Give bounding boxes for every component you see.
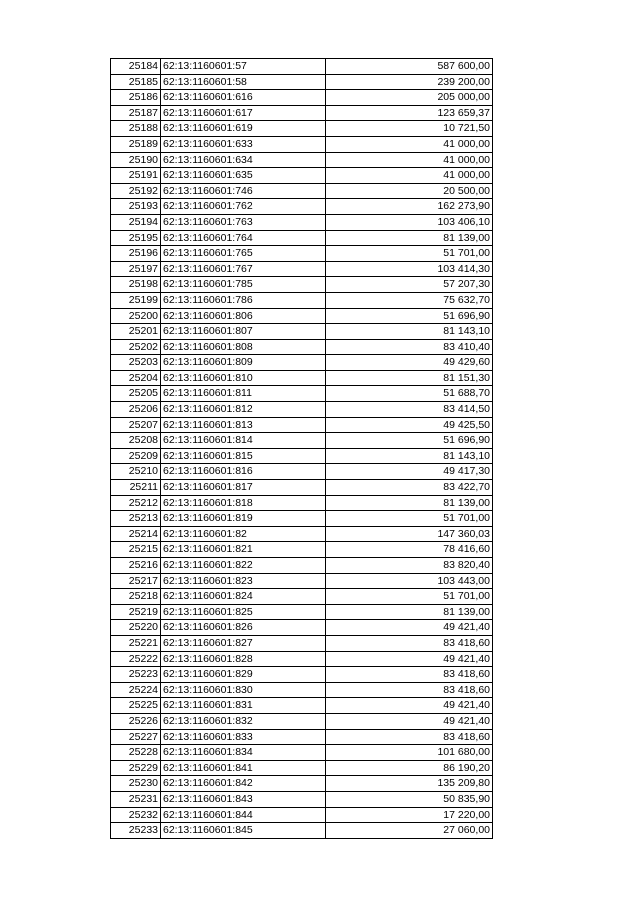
cadastral-value-cell: 81 139,00 <box>326 230 493 246</box>
cadastral-value-cell: 27 060,00 <box>326 823 493 839</box>
row-number-cell: 25230 <box>111 776 161 792</box>
table-row <box>111 386 493 402</box>
cadastral-value-cell: 83 418,60 <box>326 635 493 651</box>
cadastral-number-cell: 62:13:1160601:816 <box>161 464 326 480</box>
cadastral-number-cell: 62:13:1160601:633 <box>161 136 326 152</box>
cadastral-number-cell: 62:13:1160601:762 <box>161 199 326 215</box>
cadastral-number-cell: 62:13:1160601:808 <box>161 339 326 355</box>
row-number-cell: 25204 <box>111 370 161 386</box>
row-number-cell: 25233 <box>111 823 161 839</box>
table-row <box>111 448 493 464</box>
cadastral-number-cell: 62:13:1160601:814 <box>161 433 326 449</box>
table-row <box>111 760 493 776</box>
table-row <box>111 542 493 558</box>
row-number-cell: 25212 <box>111 495 161 511</box>
table-row <box>111 823 493 839</box>
table-row <box>111 152 493 168</box>
table-row <box>111 558 493 574</box>
table-row <box>111 745 493 761</box>
row-number-cell: 25198 <box>111 277 161 293</box>
cadastral-value-cell: 51 701,00 <box>326 589 493 605</box>
table-row <box>111 807 493 823</box>
row-number-cell: 25223 <box>111 667 161 683</box>
row-number-cell: 25205 <box>111 386 161 402</box>
table-row <box>111 511 493 527</box>
cadastral-number-cell: 62:13:1160601:830 <box>161 682 326 698</box>
cadastral-value-cell: 41 000,00 <box>326 152 493 168</box>
cadastral-value-cell: 83 410,40 <box>326 339 493 355</box>
table-row <box>111 604 493 620</box>
cadastral-number-cell: 62:13:1160601:57 <box>161 59 326 75</box>
row-number-cell: 25192 <box>111 183 161 199</box>
cadastral-value-cell: 50 835,90 <box>326 791 493 807</box>
table-row <box>111 776 493 792</box>
table-row <box>111 402 493 418</box>
row-number-cell: 25188 <box>111 121 161 137</box>
table-row <box>111 246 493 262</box>
table-row <box>111 698 493 714</box>
cadastral-value-cell: 81 143,10 <box>326 324 493 340</box>
cadastral-value-cell: 83 422,70 <box>326 480 493 496</box>
cadastral-value-cell: 83 418,60 <box>326 729 493 745</box>
row-number-cell: 25186 <box>111 90 161 106</box>
table-row <box>111 339 493 355</box>
table-row <box>111 74 493 90</box>
table-row <box>111 729 493 745</box>
cadastral-number-cell: 62:13:1160601:765 <box>161 246 326 262</box>
row-number-cell: 25189 <box>111 136 161 152</box>
cadastral-number-cell: 62:13:1160601:619 <box>161 121 326 137</box>
row-number-cell: 25211 <box>111 480 161 496</box>
row-number-cell: 25232 <box>111 807 161 823</box>
cadastral-value-cell: 239 200,00 <box>326 74 493 90</box>
cadastral-number-cell: 62:13:1160601:746 <box>161 183 326 199</box>
cadastral-value-cell: 81 143,10 <box>326 448 493 464</box>
cadastral-number-cell: 62:13:1160601:786 <box>161 292 326 308</box>
row-number-cell: 25221 <box>111 635 161 651</box>
cadastral-number-cell: 62:13:1160601:833 <box>161 729 326 745</box>
table-row <box>111 355 493 371</box>
row-number-cell: 25196 <box>111 246 161 262</box>
table-row <box>111 199 493 215</box>
cadastral-value-cell: 49 421,40 <box>326 713 493 729</box>
cadastral-number-cell: 62:13:1160601:845 <box>161 823 326 839</box>
table-row <box>111 292 493 308</box>
row-number-cell: 25190 <box>111 152 161 168</box>
cadastral-number-cell: 62:13:1160601:819 <box>161 511 326 527</box>
table-row <box>111 136 493 152</box>
table-row <box>111 183 493 199</box>
cadastral-number-cell: 62:13:1160601:767 <box>161 261 326 277</box>
cadastral-number-cell: 62:13:1160601:763 <box>161 214 326 230</box>
table-row <box>111 433 493 449</box>
cadastral-number-cell: 62:13:1160601:825 <box>161 604 326 620</box>
cadastral-value-cell: 49 417,30 <box>326 464 493 480</box>
row-number-cell: 25208 <box>111 433 161 449</box>
table-row <box>111 667 493 683</box>
cadastral-value-cell: 49 421,40 <box>326 620 493 636</box>
table-row <box>111 324 493 340</box>
table-row <box>111 573 493 589</box>
row-number-cell: 25193 <box>111 199 161 215</box>
cadastral-number-cell: 62:13:1160601:817 <box>161 480 326 496</box>
cadastral-number-cell: 62:13:1160601:806 <box>161 308 326 324</box>
cadastral-number-cell: 62:13:1160601:617 <box>161 105 326 121</box>
row-number-cell: 25202 <box>111 339 161 355</box>
row-number-cell: 25210 <box>111 464 161 480</box>
table-row <box>111 682 493 698</box>
cadastral-value-cell: 57 207,30 <box>326 277 493 293</box>
table-row <box>111 526 493 542</box>
row-number-cell: 25195 <box>111 230 161 246</box>
cadastral-value-cell: 103 414,30 <box>326 261 493 277</box>
cadastral-number-cell: 62:13:1160601:807 <box>161 324 326 340</box>
cadastral-number-cell: 62:13:1160601:834 <box>161 745 326 761</box>
cadastral-value-cell: 75 632,70 <box>326 292 493 308</box>
row-number-cell: 25229 <box>111 760 161 776</box>
table-row <box>111 464 493 480</box>
row-number-cell: 25224 <box>111 682 161 698</box>
table-row <box>111 635 493 651</box>
row-number-cell: 25231 <box>111 791 161 807</box>
row-number-cell: 25184 <box>111 59 161 75</box>
row-number-cell: 25218 <box>111 589 161 605</box>
table-row <box>111 480 493 496</box>
table-row <box>111 261 493 277</box>
cadastral-value-cell: 51 696,90 <box>326 308 493 324</box>
cadastral-value-cell: 205 000,00 <box>326 90 493 106</box>
cadastral-number-cell: 62:13:1160601:812 <box>161 402 326 418</box>
cadastral-number-cell: 62:13:1160601:841 <box>161 760 326 776</box>
cadastral-value-cell: 51 701,00 <box>326 511 493 527</box>
table-row <box>111 495 493 511</box>
cadastral-value-cell: 10 721,50 <box>326 121 493 137</box>
row-number-cell: 25227 <box>111 729 161 745</box>
cadastral-number-cell: 62:13:1160601:810 <box>161 370 326 386</box>
row-number-cell: 25220 <box>111 620 161 636</box>
cadastral-number-cell: 62:13:1160601:785 <box>161 277 326 293</box>
cadastral-value-cell: 147 360,03 <box>326 526 493 542</box>
cadastral-number-cell: 62:13:1160601:58 <box>161 74 326 90</box>
table-row <box>111 90 493 106</box>
cadastral-number-cell: 62:13:1160601:82 <box>161 526 326 542</box>
row-number-cell: 25214 <box>111 526 161 542</box>
table-row <box>111 791 493 807</box>
table-row <box>111 417 493 433</box>
table-row <box>111 620 493 636</box>
cadastral-number-cell: 62:13:1160601:821 <box>161 542 326 558</box>
cadastral-number-cell: 62:13:1160601:634 <box>161 152 326 168</box>
row-number-cell: 25194 <box>111 214 161 230</box>
table-row <box>111 277 493 293</box>
cadastral-number-cell: 62:13:1160601:764 <box>161 230 326 246</box>
cadastral-number-cell: 62:13:1160601:616 <box>161 90 326 106</box>
cadastral-number-cell: 62:13:1160601:844 <box>161 807 326 823</box>
row-number-cell: 25225 <box>111 698 161 714</box>
cadastral-value-cell: 51 696,90 <box>326 433 493 449</box>
cadastral-number-cell: 62:13:1160601:635 <box>161 168 326 184</box>
cadastral-value-cell: 20 500,00 <box>326 183 493 199</box>
cadastral-value-cell: 49 429,60 <box>326 355 493 371</box>
cadastral-value-cell: 587 600,00 <box>326 59 493 75</box>
cadastral-value-cell: 78 416,60 <box>326 542 493 558</box>
table-row <box>111 59 493 75</box>
cadastral-number-cell: 62:13:1160601:818 <box>161 495 326 511</box>
cadastral-value-cell: 101 680,00 <box>326 745 493 761</box>
cadastral-value-cell: 81 139,00 <box>326 495 493 511</box>
cadastral-number-cell: 62:13:1160601:829 <box>161 667 326 683</box>
cadastral-number-cell: 62:13:1160601:842 <box>161 776 326 792</box>
row-number-cell: 25206 <box>111 402 161 418</box>
row-number-cell: 25209 <box>111 448 161 464</box>
cadastral-number-cell: 62:13:1160601:843 <box>161 791 326 807</box>
cadastral-number-cell: 62:13:1160601:815 <box>161 448 326 464</box>
table-row <box>111 105 493 121</box>
cadastral-number-cell: 62:13:1160601:827 <box>161 635 326 651</box>
row-number-cell: 25191 <box>111 168 161 184</box>
row-number-cell: 25201 <box>111 324 161 340</box>
row-number-cell: 25197 <box>111 261 161 277</box>
cadastral-value-cell: 83 820,40 <box>326 558 493 574</box>
cadastral-value-cell: 83 418,60 <box>326 682 493 698</box>
table-row <box>111 121 493 137</box>
cadastral-number-cell: 62:13:1160601:813 <box>161 417 326 433</box>
cadastral-number-cell: 62:13:1160601:828 <box>161 651 326 667</box>
cadastral-number-cell: 62:13:1160601:831 <box>161 698 326 714</box>
row-number-cell: 25226 <box>111 713 161 729</box>
cadastral-value-cell: 51 688,70 <box>326 386 493 402</box>
cadastral-value-cell: 135 209,80 <box>326 776 493 792</box>
table-row <box>111 230 493 246</box>
row-number-cell: 25222 <box>111 651 161 667</box>
cadastral-value-cell: 103 406,10 <box>326 214 493 230</box>
cadastral-value-cell: 86 190,20 <box>326 760 493 776</box>
cadastral-value-cell: 81 139,00 <box>326 604 493 620</box>
row-number-cell: 25216 <box>111 558 161 574</box>
row-number-cell: 25207 <box>111 417 161 433</box>
table-row <box>111 370 493 386</box>
cadastral-value-cell: 83 414,50 <box>326 402 493 418</box>
cadastral-number-cell: 62:13:1160601:832 <box>161 713 326 729</box>
table-body <box>111 59 493 839</box>
cadastral-value-cell: 103 443,00 <box>326 573 493 589</box>
table-row <box>111 308 493 324</box>
table-row <box>111 713 493 729</box>
row-number-cell: 25200 <box>111 308 161 324</box>
row-number-cell: 25215 <box>111 542 161 558</box>
row-number-cell: 25219 <box>111 604 161 620</box>
cadastral-value-table <box>110 58 493 839</box>
row-number-cell: 25199 <box>111 292 161 308</box>
cadastral-number-cell: 62:13:1160601:824 <box>161 589 326 605</box>
cadastral-value-cell: 81 151,30 <box>326 370 493 386</box>
cadastral-value-cell: 49 421,40 <box>326 698 493 714</box>
row-number-cell: 25185 <box>111 74 161 90</box>
cadastral-value-cell: 41 000,00 <box>326 136 493 152</box>
cadastral-value-cell: 123 659,37 <box>326 105 493 121</box>
table-row <box>111 168 493 184</box>
cadastral-value-cell: 51 701,00 <box>326 246 493 262</box>
table-row <box>111 651 493 667</box>
cadastral-number-cell: 62:13:1160601:826 <box>161 620 326 636</box>
cadastral-value-cell: 49 425,50 <box>326 417 493 433</box>
row-number-cell: 25187 <box>111 105 161 121</box>
cadastral-value-cell: 41 000,00 <box>326 168 493 184</box>
cadastral-value-cell: 17 220,00 <box>326 807 493 823</box>
cadastral-value-cell: 162 273,90 <box>326 199 493 215</box>
cadastral-value-cell: 83 418,60 <box>326 667 493 683</box>
row-number-cell: 25213 <box>111 511 161 527</box>
cadastral-number-cell: 62:13:1160601:811 <box>161 386 326 402</box>
table-row <box>111 214 493 230</box>
row-number-cell: 25217 <box>111 573 161 589</box>
cadastral-number-cell: 62:13:1160601:809 <box>161 355 326 371</box>
cadastral-number-cell: 62:13:1160601:823 <box>161 573 326 589</box>
cadastral-number-cell: 62:13:1160601:822 <box>161 558 326 574</box>
row-number-cell: 25203 <box>111 355 161 371</box>
cadastral-value-cell: 49 421,40 <box>326 651 493 667</box>
row-number-cell: 25228 <box>111 745 161 761</box>
table-row <box>111 589 493 605</box>
